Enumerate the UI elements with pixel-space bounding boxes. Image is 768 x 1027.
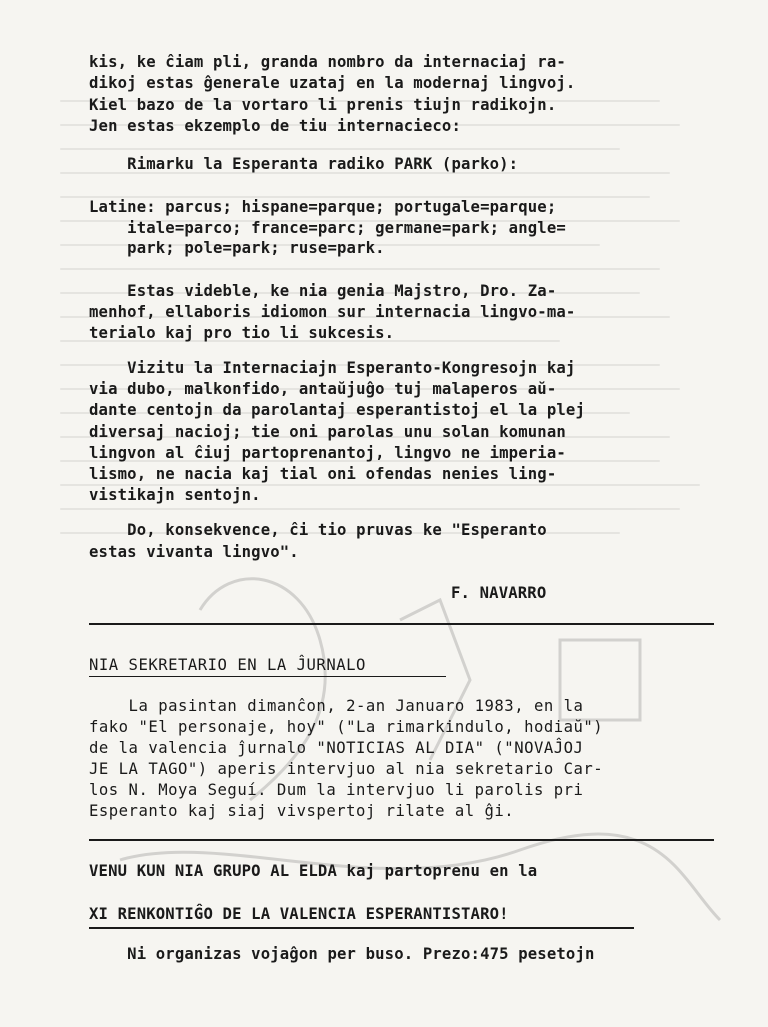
author-signature: F. NAVARRO <box>451 584 547 602</box>
text-line: vistikajn sentojn. <box>89 486 261 504</box>
text-line: lismo, ne nacia kaj tial oni ofendas nenies ling- <box>89 465 557 483</box>
announcement-heading: XI RENKONTIĜO DE LA VALENCIA ESPERANTISTARO! <box>89 905 509 923</box>
section-title: NIA SEKRETARIO EN LA ĴURNALO <box>89 656 366 674</box>
text-line: fako "El personaje, hoy" ("La rimarkindulo, hodiaŭ") <box>89 718 604 736</box>
text-line: Do, konsekvence, ĉi tio pruvas ke "Esperanto <box>89 521 547 539</box>
text-line: terialo kaj pro tio li sukcesis. <box>89 324 395 342</box>
text-line: Rimarku la Esperanta radiko PARK (parko): <box>89 155 519 173</box>
text-line: lingvon al ĉiuj partoprenantoj, lingvo ne imperia- <box>89 444 566 462</box>
heading-underline <box>89 927 634 929</box>
section-divider <box>89 839 714 841</box>
text-line: JE LA TAGO") aperis intervjuo al nia sekretario Car- <box>89 760 604 778</box>
text-line: La pasintan dimanĉon, 2-an Januaro 1983, en la <box>89 697 584 715</box>
section-divider <box>89 623 714 625</box>
text-line: Jen estas ekzemplo de tiu internacieco: <box>89 117 461 135</box>
text-line: Latine: parcus; hispane=parque; portugale=parque; <box>89 198 557 216</box>
announcement-line: VENU KUN NIA GRUPO AL ELDA kaj partoprenu en la <box>89 862 538 880</box>
text-line: Kiel bazo de la vortaro li prenis tiujn radikojn. <box>89 96 557 114</box>
text-line: Esperanto kaj siaj vivspertoj rilate al ĝi. <box>89 802 515 820</box>
text-line: dikoj estas ĝenerale uzataj en la modernaj lingvoj. <box>89 74 576 92</box>
text-line: de la valencia ĵurnalo "NOTICIAS AL DIA" ("NOVAĴOJ <box>89 739 584 757</box>
text-line: estas vivanta lingvo". <box>89 543 299 561</box>
text-line: kis, ke ĉiam pli, granda nombro da internaciaj ra- <box>89 53 566 71</box>
text-line: park; pole=park; ruse=park. <box>89 239 385 257</box>
text-line: itale=parco; france=parc; germane=park; angle= <box>89 219 566 237</box>
text-line: los N. Moya Seguí. Dum la intervjuo li parolis pri <box>89 781 584 799</box>
text-line: diversaj nacioj; tie oni parolas unu solan komunan <box>89 423 566 441</box>
text-line: via dubo, malkonfido, antaŭjuĝo tuj malaperos aŭ- <box>89 380 557 398</box>
text-line: menhof, ellaboris idiomon sur internacia lingvo-ma- <box>89 303 576 321</box>
text-line: Vizitu la Internaciajn Esperanto-Kongresojn kaj <box>89 359 576 377</box>
text-line: dante centojn da parolantaj esperantistoj el la plej <box>89 401 585 419</box>
text-line: Estas videble, ke nia genia Majstro, Dro. Za- <box>89 282 557 300</box>
title-underline <box>89 676 446 677</box>
announcement-line: Ni organizas vojaĝon per buso. Prezo:475 pesetojn <box>89 945 595 963</box>
